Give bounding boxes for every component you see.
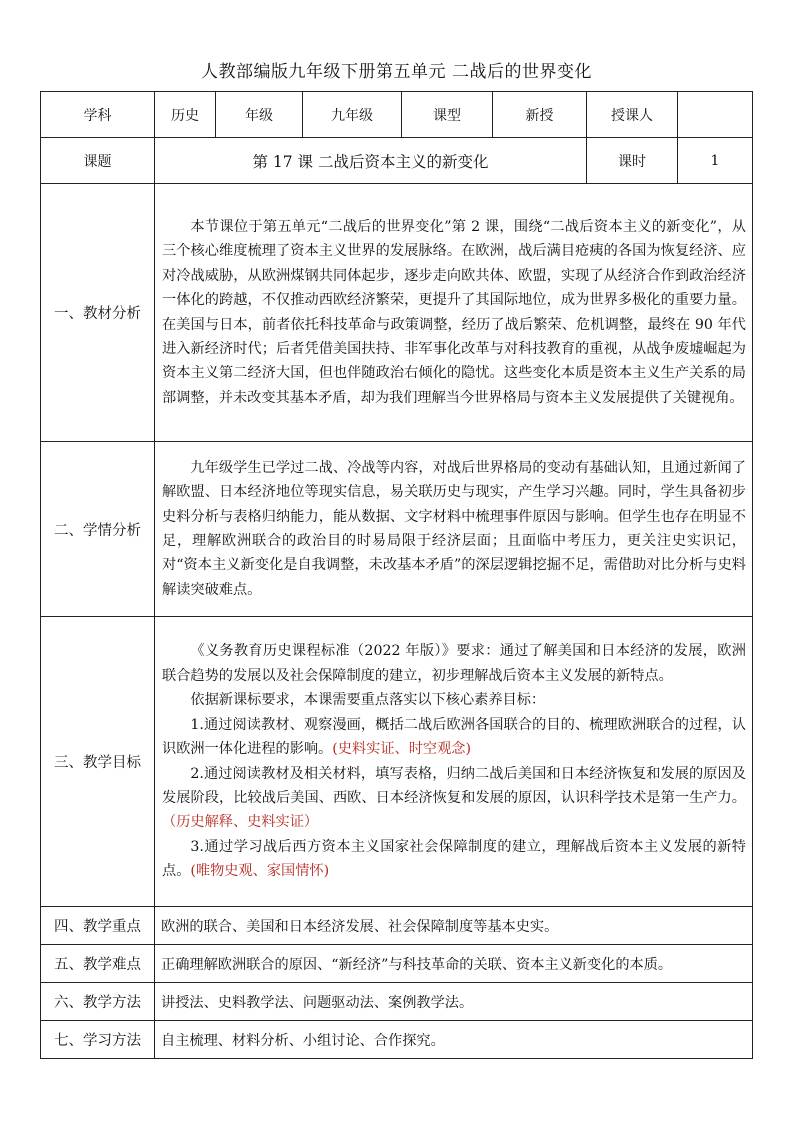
learning-methods-label: 七、学习方法 [41, 1021, 155, 1059]
curriculum-standard-text: 《义务教育历史课程标准（2022 年版）》要求：通过了解美国和日本经济的发展，欧洲联合趋势的发展以及社会保障制度的建立，初步理解战后资本主义发展的新特点。 [162, 643, 746, 684]
difficulties-row [41, 945, 753, 983]
topic-row [41, 138, 753, 184]
objective-text: 1.通过阅读教材、观察漫画，概括二战后欧洲各国联合的目的、梳理欧洲联合的过程，认识欧洲一体化进程的影响。 [162, 716, 746, 758]
student-analysis-label: 二、学情分析 [41, 442, 155, 617]
lesson-plan-table [40, 91, 753, 1059]
difficulties-label: 五、教学难点 [41, 945, 155, 983]
teaching-methods-text: 讲授法、史料教学法、问题驱动法、案例教学法。 [155, 983, 753, 1021]
grade-value: 九年级 [303, 92, 402, 138]
objective-item [162, 835, 746, 884]
teaching-methods-row [41, 983, 753, 1021]
teacher-value [678, 92, 753, 138]
textbook-analysis-row [41, 184, 753, 442]
learning-methods-row [41, 1021, 753, 1059]
objectives-label: 三、教学目标 [41, 617, 155, 907]
objectives-intro-text: 依据新课标要求，本课需要重点落实以下核心素养目标： [190, 692, 546, 709]
objective-item [162, 762, 746, 835]
key-points-text: 欧洲的联合、美国和日本经济发展、社会保障制度等基本史实。 [155, 907, 753, 945]
header-row [41, 92, 753, 138]
objective-text: 3.通过学习战后西方资本主义国家社会保障制度的建立，理解战后资本主义发展的新特点。 [162, 838, 746, 880]
textbook-analysis-text: 本节课位于第五单元“二战后的世界变化”第 2 课，围绕“二战后资本主义的新变化”，从三个核心维度梳理了资本主义世界的发展脉络。在欧洲，战后满目疮痍的各国为恢复经济、应对冷战威胁，从欧洲煤钢共同体起步，逐步走向欧共体、欧盟，实现了从经济合作到政治经济一体化的跨越，不仅推动西欧经济繁荣，更提升了其国际地位，成为世界多极化的重要力量。在美国与日本，前者依托科技革命与政策调整，经历了战后繁荣、危机调整，最终在 90 年代进入新经济时代；后者凭借美国扶持、非军事化改革与对科技教育的重视，从战争废墟崛起为资本主义第二经济大国，但也伴随政治右倾化的隐忧。这些变化本质是资本主义生产关系的局部调整，并未改变其基本矛盾，却为我们理解当今世界格局与资本主义发展提供了关键视角。 [162, 218, 746, 406]
difficulties-text: 正确理解欧洲联合的原因、“新经济”与科技革命的关联、资本主义新变化的本质。 [155, 945, 753, 983]
student-analysis-text: 九年级学生已学过二战、冷战等内容，对战后世界格局的变动有基础认知，且通过新闻了解欧盟、日本经济地位等现实信息，易关联历史与现实，产生学习兴趣。同时，学生具备初步史料分析与表格归纳能力，能从数据、文字材料中梳理事件原因与影响。但学生也存在明显不足，理解欧洲联合的政治目的时易局限于经济层面；且面临中考压力，更关注史实识记，对“资本主义新变化是自我调整，未改基本矛盾”的深层逻辑挖掘不足，需借助对比分析与史料解读突破难点。 [162, 459, 746, 598]
competency-tag: （历史解释、史料实证） [162, 814, 319, 831]
periods-value: 1 [678, 138, 753, 184]
grade-label: 年级 [216, 92, 303, 138]
textbook-analysis-label: 一、教材分析 [41, 184, 155, 442]
subject-value: 历史 [155, 92, 216, 138]
topic-value: 第 17 课 二战后资本主义的新变化 [155, 138, 587, 184]
key-points-label: 四、教学重点 [41, 907, 155, 945]
objective-item [162, 713, 746, 762]
lesson-type-label: 课型 [402, 92, 493, 138]
competency-tag: (唯物史观、家国情怀) [190, 863, 330, 880]
periods-label: 课时 [587, 138, 678, 184]
topic-label: 课题 [41, 138, 155, 184]
learning-methods-text: 自主梳理、材料分析、小组讨论、合作探究。 [155, 1021, 753, 1059]
objective-text: 2.通过阅读教材及相关材料，填写表格，归纳二战后美国和日本经济恢复和发展的原因及发展阶段，比较战后美国、西欧、日本经济恢复和发展的原因，认识科学技术是第一生产力。 [162, 765, 746, 806]
competency-tag: (史料实证、时空观念) [332, 741, 472, 758]
objectives-row [41, 617, 753, 907]
page-title: 人教部编版九年级下册第五单元 二战后的世界变化 [201, 62, 592, 82]
teacher-label: 授课人 [587, 92, 678, 138]
key-points-row [41, 907, 753, 945]
teaching-methods-label: 六、教学方法 [41, 983, 155, 1021]
student-analysis-row [41, 442, 753, 617]
subject-label: 学科 [41, 92, 155, 138]
lesson-type-value: 新授 [493, 92, 587, 138]
